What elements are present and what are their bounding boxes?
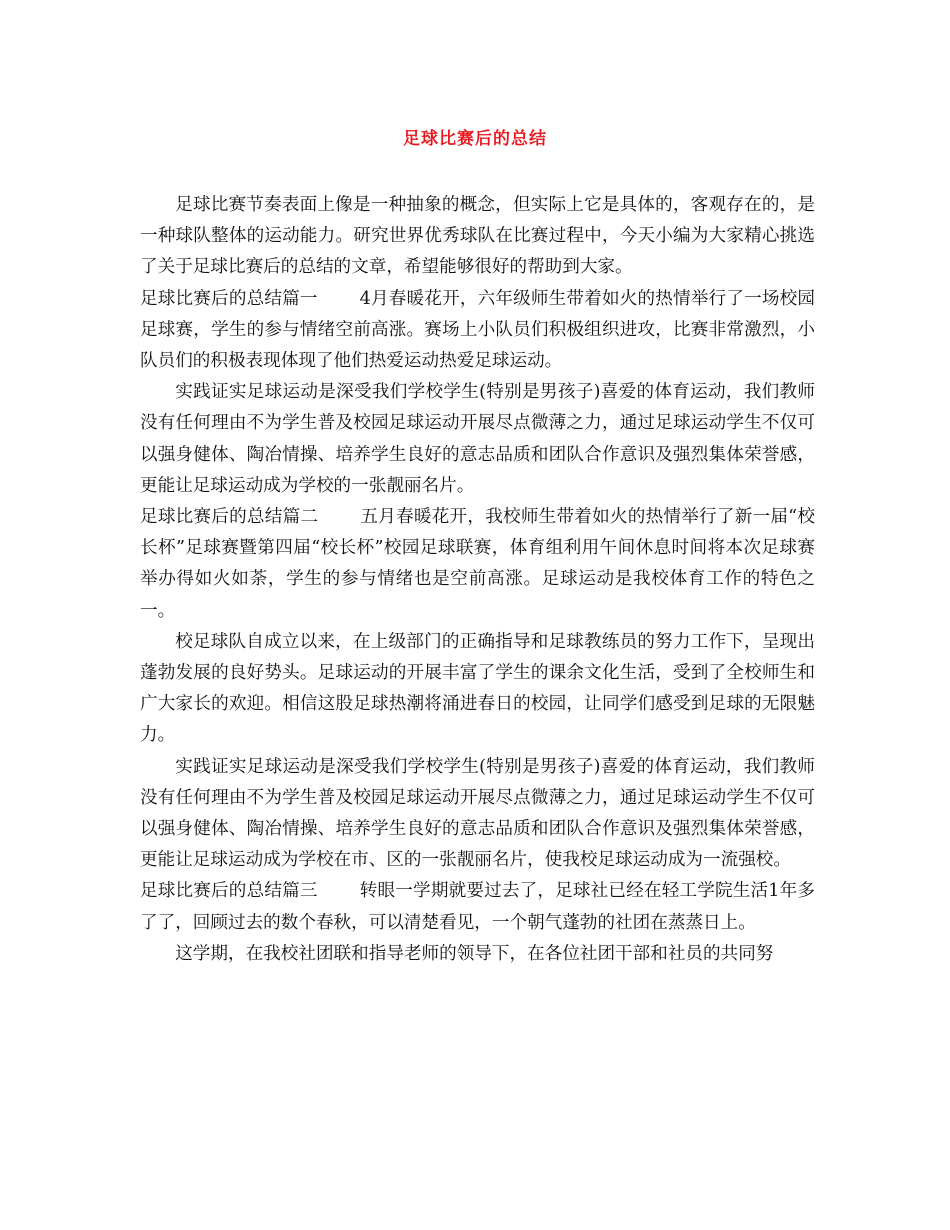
document-body xyxy=(140,190,815,970)
section-2-paragraph xyxy=(140,502,815,627)
section-1-paragraph xyxy=(140,284,815,378)
section-1-heading: 足球比赛后的总结篇一 xyxy=(140,288,318,309)
section-3-heading: 足球比赛后的总结篇三 xyxy=(140,881,318,902)
paragraph-2: 实践证实足球运动是深受我们学校学生(特别是男孩子)喜爱的体育运动，我们教师没有任何理由不为学生普及校园足球运动开展尽点微薄之力，通过足球运动学生不仅可以强身健体、陶冶情操、培养学生良好的意志品质和团队合作意识及强烈集体荣誉感，更能让足球运动成为学校的一张靓丽名片。 xyxy=(140,382,815,496)
section-3-paragraph xyxy=(140,876,815,938)
paragraph-5: 这学期，在我校社团联和指导老师的领导下，在各位社团干部和社员的共同努 xyxy=(175,943,774,964)
paragraph-4: 实践证实足球运动是深受我们学校学生(特别是男孩子)喜爱的体育运动，我们教师没有任何理由不为学生普及校园足球运动开展尽点微薄之力，通过足球运动学生不仅可以强身健体、陶冶情操、培养学生良好的意志品质和团队合作意识及强烈集体荣誉感，更能让足球运动成为学校在市、区的一张靓丽名片，使我校足球运动成为一流强校。 xyxy=(140,756,815,871)
document-title: 足球比赛后的总结 xyxy=(403,129,547,149)
section-2-heading: 足球比赛后的总结篇二 xyxy=(140,507,319,528)
section-2-text: 五月春暖花开，我校师生带着如火的热情举行了新一届“校长杯”足球赛暨第四届“校长杯”校园足球联赛，体育组利用午间休息时间将本次足球赛举办得如火如荼，学生的参与情绪也是空前高涨。足球运动是我校体育工作的特色之一。 xyxy=(140,507,815,621)
paragraph-3: 校足球队自成立以来，在上级部门的正确指导和足球教练员的努力工作下，呈现出蓬勃发展的良好势头。足球运动的开展丰富了学生的课余文化生活，受到了全校师生和广大家长的欢迎。相信这股足球热潮将涌进春日的校园，让同学们感受到足球的无限魅力。 xyxy=(140,631,815,746)
section-1-text: 4月春暖花开，六年级师生带着如火的热情举行了一场校园足球赛，学生的参与情绪空前高涨。赛场上小队员们积极组织进攻，比赛非常激烈，小队员们的积极表现体现了他们热爱运动热爱足球运动。 xyxy=(140,288,815,372)
intro-paragraph: 足球比赛节奏表面上像是一种抽象的概念，但实际上它是具体的，客观存在的，是一种球队整体的运动能力。研究世界优秀球队在比赛过程中，今天小编为大家精心挑选了关于足球比赛后的总结的文章，希望能够很好的帮助到大家。 xyxy=(140,195,815,278)
section-3-text: 转眼一学期就要过去了，足球社已经在轻工学院生活1年多了了，回顾过去的数个春秋，可以清楚看见，一个朝气蓬勃的社团在蒸蒸日上。 xyxy=(140,881,815,933)
